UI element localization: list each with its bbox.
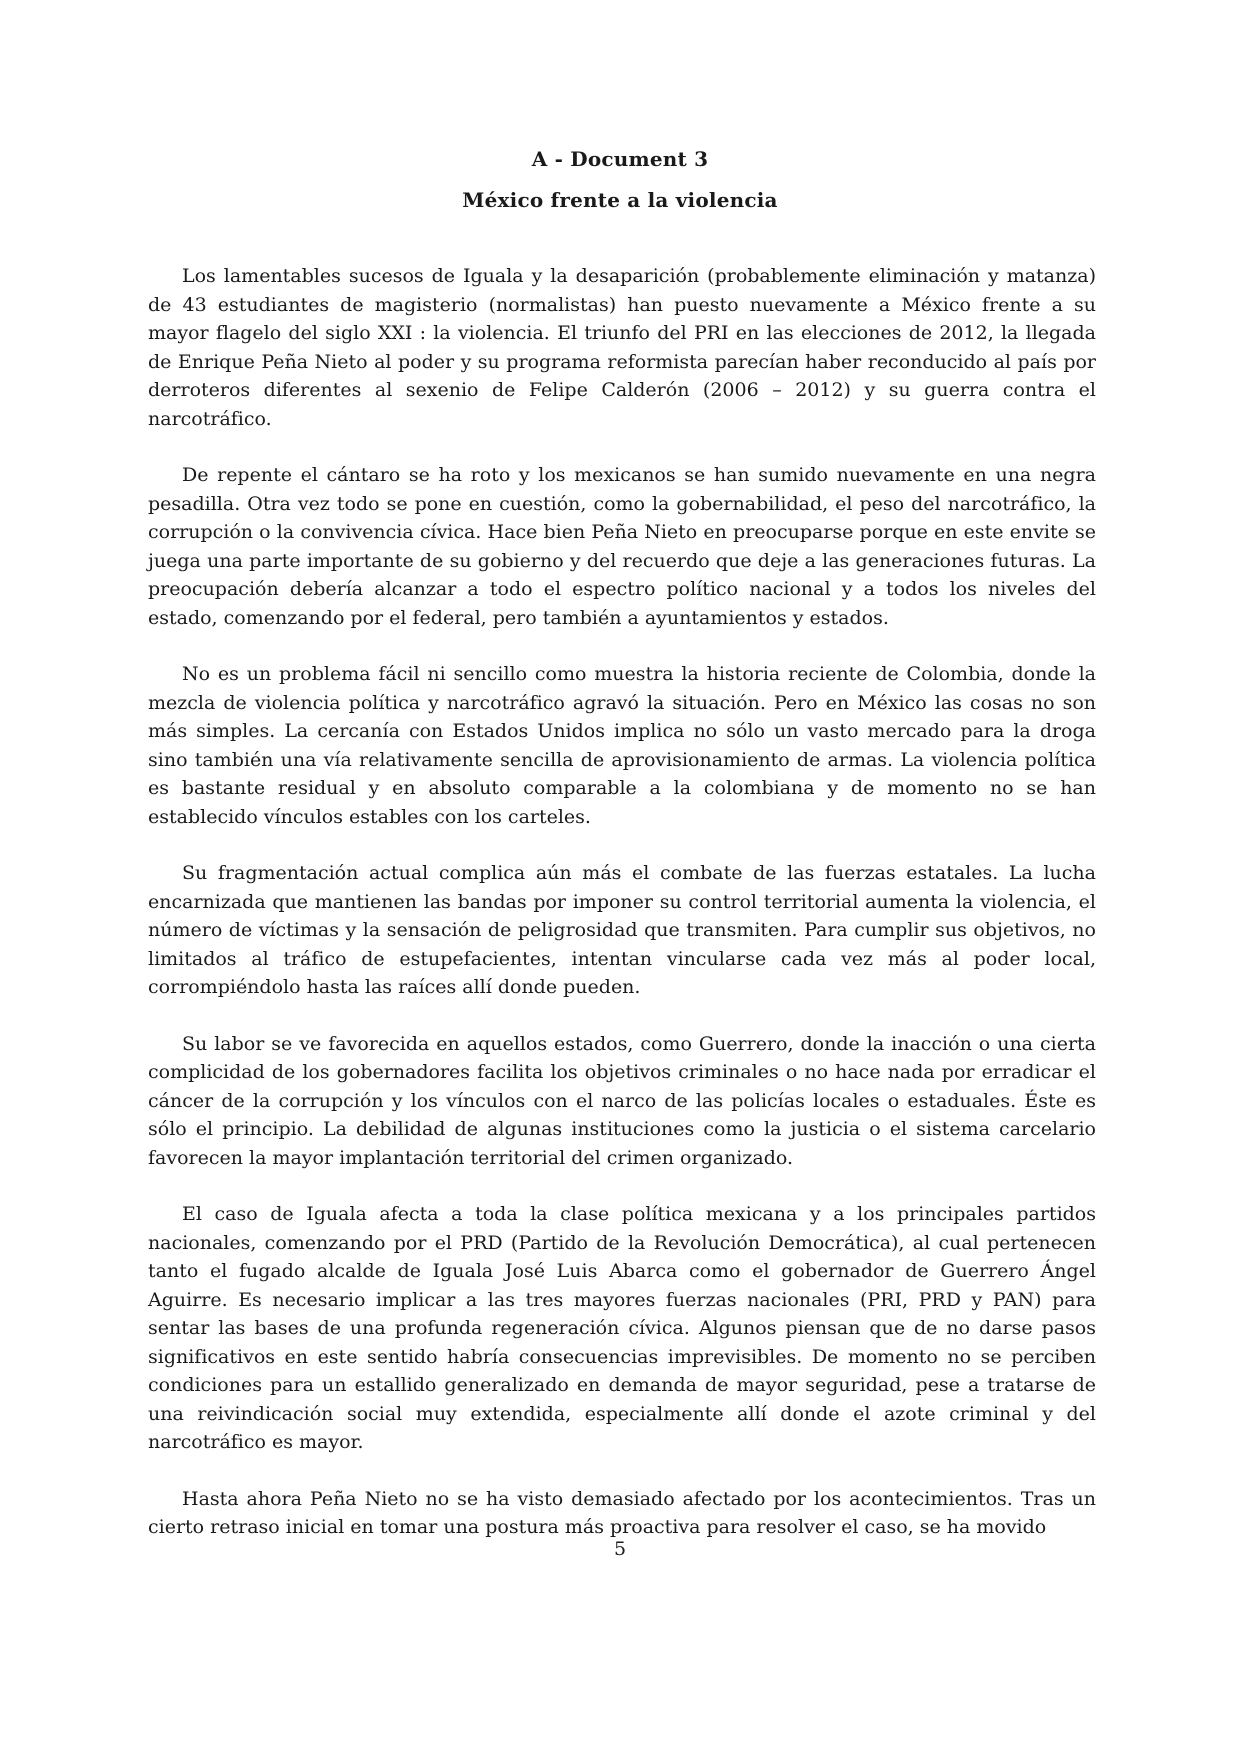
paragraph: No es un problema fácil ni sencillo como muestra la historia reciente de Colombia, donde la mezcla de violencia política y narcotráfico agravó la situación. Pero en México las cosas no son más simples. La cercanía con Estados Unidos implica no sólo un vasto mercado para la droga sino también una vía relativamente sencilla de aprovisionamiento de armas. La violencia política es bastante residual y en absoluto comparable a la colombiana y de momento no se han establecido vínculos estables con los carteles. [148, 663, 1096, 828]
page-number: 5 [613, 1538, 627, 1560]
document-title: México frente a la violencia [462, 188, 778, 212]
paragraph: De repente el cántaro se ha roto y los mexicanos se han sumido nuevamente en una negra pesadilla. Otra vez todo se pone en cuestión, como la gobernabilidad, el peso del narcotráfico, la corrupción o la convivencia cívica. Hace bien Peña Nieto en preocuparse porque en este envite se juega una parte importante de su gobierno y del recuerdo que deje a las generaciones futuras. La preocupación debería alcanzar a todo el espectro político nacional y a todos los niveles del estado, comenzando por el federal, pero también a ayuntamientos y estados. [148, 464, 1096, 629]
paragraph: Los lamentables sucesos de Iguala y la desaparición (probablemente eliminación y matanza) de 43 estudiantes de magisterio (normalistas) han puesto nuevamente a México frente a su mayor flagelo del siglo XXI : la violencia. El triunfo del PRI en las elecciones de 2012, la llegada de Enrique Peña Nieto al poder y su programa reformista parecían haber reconducido al país por derroteros diferentes al sexenio de Felipe Calderón (2006 – 2012) y su guerra contra el narcotráfico. [148, 265, 1096, 430]
document-label: A - Document 3 [531, 147, 709, 171]
body-text [148, 262, 1096, 1570]
paragraph: El caso de Iguala afecta a toda la clase política mexicana y a los principales partidos nacionales, comenzando por el PRD (Partido de la Revolución Democrática), al cual pertenecen tanto el fugado alcalde de Iguala José Luis Abarca como el gobernador de Guerrero Ángel Aguirre. Es necesario implicar a las tres mayores fuerzas nacionales (PRI, PRD y PAN) para sentar las bases de una profunda regeneración cívica. Algunos piensan que de no darse pasos significativos en este sentido habría consecuencias imprevisibles. De momento no se perciben condiciones para un estallido generalizado en demanda de mayor seguridad, pese a tratarse de una reivindicación social muy extendida, especialmente allí donde el azote criminal y del narcotráfico es mayor. [148, 1203, 1096, 1453]
paragraph: Su labor se ve favorecida en aquellos estados, como Guerrero, donde la inacción o una cierta complicidad de los gobernadores facilita los objetivos criminales o no hace nada por erradicar el cáncer de la corrupción y los vínculos con el narco de las policías locales o estaduales. Éste es sólo el principio. La debilidad de algunas instituciones como la justicia o el sistema carcelario favorecen la mayor implantación territorial del crimen organizado. [148, 1032, 1096, 1169]
paragraph: Hasta ahora Peña Nieto no se ha visto demasiado afectado por los acontecimientos. Tras un cierto retraso inicial en tomar una postura más proactiva para resolver el caso, se ha movido [148, 1487, 1096, 1538]
paragraph: Su fragmentación actual complica aún más el combate de las fuerzas estatales. La lucha encarnizada que mantienen las bandas por imponer su control territorial aumenta la violencia, el número de víctimas y la sensación de peligrosidad que transmiten. Para cumplir sus objetivos, no limitados al tráfico de estupefacientes, intentan vincularse cada vez más al poder local, corrompiéndolo hasta las raíces allí donde pueden. [148, 862, 1096, 998]
